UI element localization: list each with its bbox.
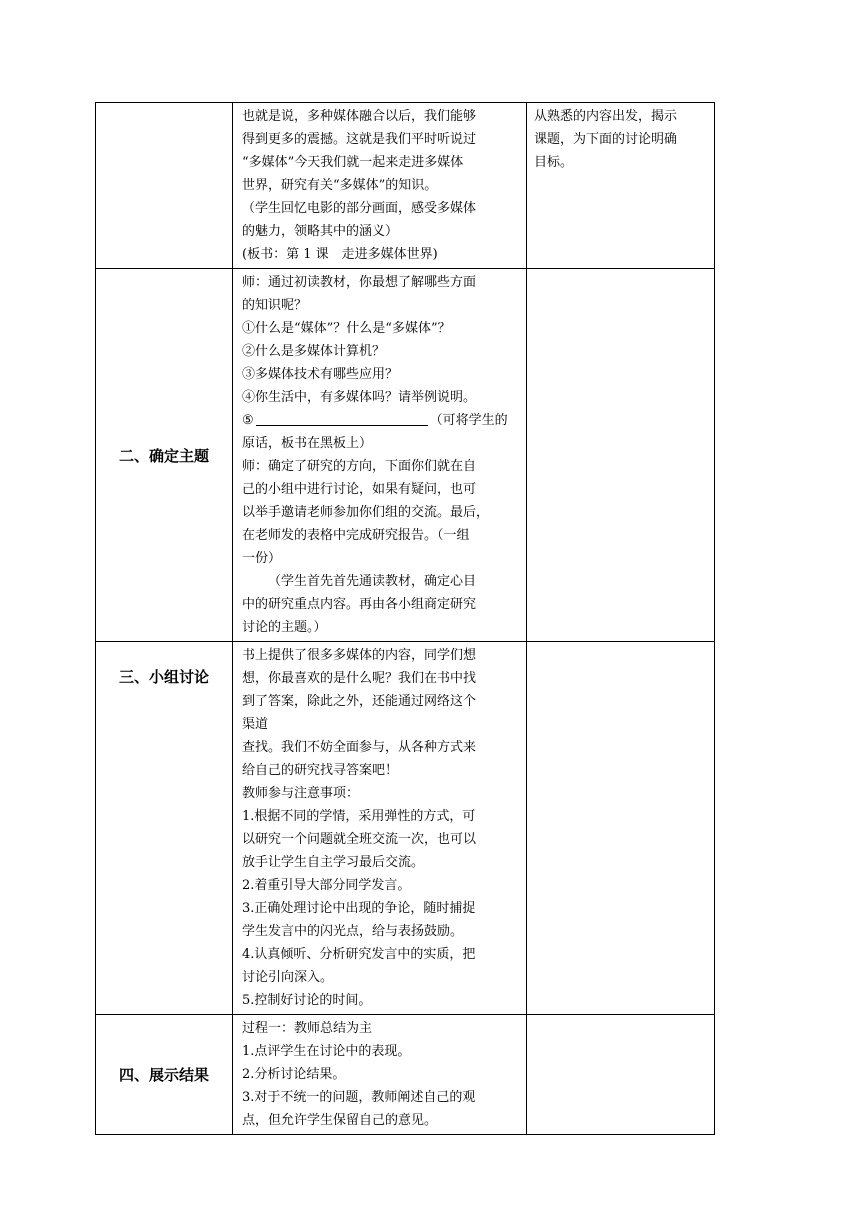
text-line: 2.着重引导大部分同学发言。 [242, 878, 411, 893]
table-row [96, 269, 715, 642]
text-line: 的知识呢？ [242, 298, 308, 313]
text-line: ①什么是“媒体”？什么是“多媒体”？ [242, 321, 451, 336]
text-line: ③多媒体技术有哪些应用？ [242, 367, 399, 382]
content-cell [233, 269, 527, 642]
text-line: 以举手邀请老师参加你们组的交流。最后， [242, 505, 490, 520]
text-line: 以研究一个问题就全班交流一次，也可以 [242, 832, 477, 847]
stage-title: 四、展示结果 [118, 1066, 209, 1084]
note-cell [527, 269, 715, 642]
text-line: 也就是说，多种媒体融合以后，我们能够 [242, 109, 477, 124]
stage-title: 二、确定主题 [118, 446, 209, 465]
stage-cell [96, 269, 233, 642]
stage-cell [96, 103, 233, 269]
text-line: 世界，研究有关“多媒体”的知识。 [242, 178, 438, 193]
text-line: 讨论的主题。） [242, 620, 327, 635]
text-line: 1.点评学生在讨论中的表现。 [242, 1044, 411, 1059]
stage-title: 三、小组讨论 [118, 668, 209, 686]
text-line: 3.正确处理讨论中出现的争论，随时捕捉 [242, 901, 476, 916]
text-line: 得到更多的震撼。这就是我们平时听说过 [242, 132, 477, 147]
text-line: ④你生活中，有多媒体吗？请举例说明。 [242, 390, 477, 405]
table-row [96, 103, 715, 269]
content-cell [233, 103, 527, 269]
text-line: ②什么是多媒体计算机？ [242, 344, 386, 359]
stage-cell [96, 642, 233, 1015]
text-line: 给自己的研究找寻答案吧！ [242, 763, 399, 778]
text-line: 过程一：教师总结为主 [242, 1021, 373, 1036]
text-line: “多媒体”今天我们就一起来走进多媒体 [242, 155, 464, 170]
note-cell [527, 103, 715, 269]
fill-in-line: ⑤ （可将学生的 [242, 413, 508, 428]
text-line: 学生发言中的闪光点，给与表扬鼓励。 [242, 924, 464, 939]
text-line: 4.认真倾听、分析研究发言中的实质，把 [242, 947, 476, 962]
text-line: 中的研究重点内容。再由各小组商定研究 [242, 597, 477, 612]
text-line: （学生首先首先通读教材，确定心目 [268, 574, 477, 589]
text-line: 书上提供了很多多媒体的内容，同学们想 [242, 648, 477, 663]
lesson-plan-table [95, 102, 715, 1135]
content-cell [233, 642, 527, 1015]
text-line: 教师参与注意事项： [242, 786, 360, 801]
text-line: 讨论引向深入。 [242, 970, 334, 985]
fill-in-blank [256, 411, 428, 426]
text-line: 查找。我们不妨全面参与，从各种方式来 [242, 740, 477, 755]
text-line: 2.分析讨论结果。 [242, 1067, 346, 1082]
text-line: （学生回忆电影的部分画面，感受多媒体 [242, 201, 477, 216]
text-line: 一份） [242, 551, 282, 566]
note-cell [527, 1015, 715, 1135]
stage-cell [96, 1015, 233, 1135]
text-line: 到了答案，除此之外，还能通过网络这个 [242, 694, 477, 709]
text-line: 1.根据不同的学情，采用弹性的方式，可 [242, 809, 476, 824]
content-cell [233, 1015, 527, 1135]
text-line: 的魅力，领略其中的涵义） [242, 224, 399, 239]
text-line: 师：通过初读教材，你最想了解哪些方面 [242, 275, 477, 290]
note-line: 目标。 [534, 155, 574, 170]
text-line: 己的小组中进行讨论，如果有疑问，也可 [242, 482, 477, 497]
text-line: 师：确定了研究的方向，下面你们就在自 [242, 459, 477, 474]
text-line: (板书：第 1 课 走进多媒体世界) [242, 247, 438, 262]
text-line: 放手让学生自主学习最后交流。 [242, 855, 425, 870]
table-row [96, 1015, 715, 1135]
text-line: 在老师发的表格中完成研究报告。（一组 [242, 528, 470, 543]
text-line: 点，但允许学生保留自己的意见。 [242, 1113, 438, 1128]
note-cell [527, 642, 715, 1015]
note-line: 课题，为下面的讨论明确 [534, 132, 678, 147]
text-line: 5.控制好讨论的时间。 [242, 993, 372, 1008]
table-row [96, 642, 715, 1015]
text-line: 渠道 [242, 717, 269, 732]
note-line: 从熟悉的内容出发，揭示 [534, 109, 678, 124]
text-line: 想，你最喜欢的是什么呢？我们在书中找 [242, 671, 477, 686]
text-line: 原话，板书在黑板上） [242, 436, 373, 451]
text-line: 3.对于不统一的问题，教师阐述自己的观 [242, 1090, 476, 1105]
